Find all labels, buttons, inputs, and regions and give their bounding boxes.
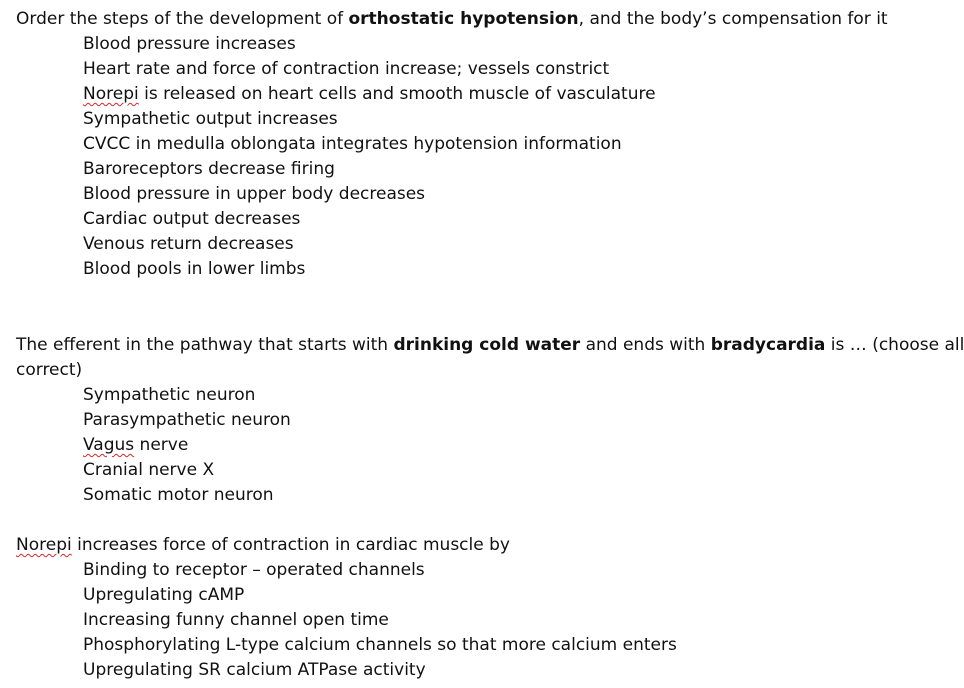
question-1-prompt-text: Order the steps of the development of — [16, 9, 349, 29]
question-1-option-9: Venous return decreases — [83, 234, 294, 254]
question-3-option-2: Upregulating cAMP — [83, 585, 245, 605]
spellcheck-word: Vagus — [83, 435, 135, 455]
question-1-option-4: Sympathetic output increases — [83, 109, 338, 129]
question-3-option-3: Increasing funny channel open time — [83, 610, 389, 630]
question-1-option-6: Baroreceptors decrease firing — [83, 159, 335, 179]
question-1-option-8: Cardiac output decreases — [83, 209, 301, 229]
question-2-prompt-middle: and ends with — [580, 335, 711, 355]
question-1-prompt-tail: , and the body’s compensation for it — [578, 9, 888, 29]
question-1-prompt — [16, 7, 888, 32]
question-2-prompt-bold-2: bradycardia — [710, 335, 826, 355]
question-3-prompt — [16, 533, 510, 558]
question-2-option-3-text: nerve — [134, 435, 189, 455]
question-1-option-3 — [83, 82, 656, 107]
question-2-option-3 — [83, 433, 188, 458]
spellcheck-word: Norepi — [83, 84, 139, 104]
question-3-option-5: Upregulating SR calcium ATPase activity — [83, 660, 426, 680]
question-2-option-1: Sympathetic neuron — [83, 385, 256, 405]
question-2-prompt-tail: is … (choose all — [825, 335, 964, 355]
question-3-prompt-text: increases force of contraction in cardiac muscle by — [71, 535, 510, 555]
spellcheck-word: Norepi — [16, 535, 72, 555]
question-1-option-10: Blood pools in lower limbs — [83, 259, 306, 279]
question-2-prompt-bold-1: drinking cold water — [393, 335, 581, 355]
question-1-option-1: Blood pressure increases — [83, 34, 296, 54]
question-1-option-7: Blood pressure in upper body decreases — [83, 184, 426, 204]
question-1-option-5: CVCC in medulla oblongata integrates hypotension information — [83, 134, 622, 154]
question-2-option-2: Parasympathetic neuron — [83, 410, 291, 430]
question-1-option-3-text: is released on heart cells and smooth muscle of vasculature — [144, 84, 656, 104]
question-3-option-1: Binding to receptor – operated channels — [83, 560, 425, 580]
question-2-prompt — [16, 333, 964, 358]
question-2-option-4: Cranial nerve X — [83, 460, 215, 480]
question-3-option-4: Phosphorylating L-type calcium channels so that more calcium enters — [83, 635, 677, 655]
question-2-option-5: Somatic motor neuron — [83, 485, 274, 505]
question-1-option-2: Heart rate and force of contraction increase; vessels constrict — [83, 59, 610, 79]
question-1-prompt-bold: orthostatic hypotension — [348, 9, 579, 29]
question-2-prompt-text: The efferent in the pathway that starts with — [16, 335, 394, 355]
question-2-prompt-wrap: correct) — [16, 360, 83, 380]
